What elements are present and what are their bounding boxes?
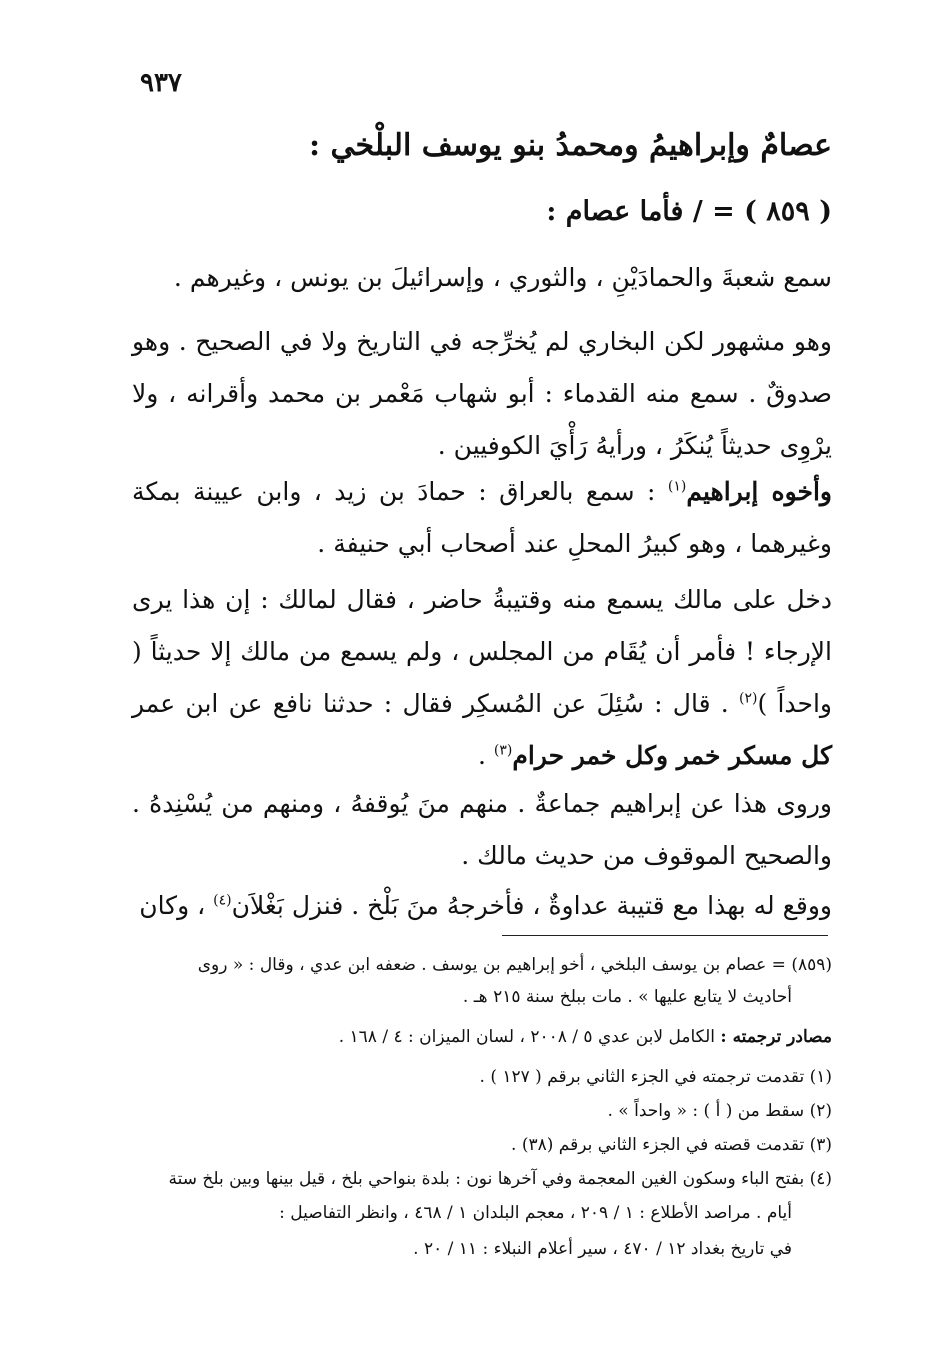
footnote-1: (١) تقدمت ترجمته في الجزء الثاني برقم ( ١٢٧ ) .: [479, 1067, 832, 1087]
page-number: ٩٣٧: [140, 68, 182, 98]
footnote-ref-3: (٣): [493, 742, 513, 759]
footnote-divider: [502, 935, 828, 936]
paragraph-5: وروى هذا عن إبراهيم جماعةٌ . منهم منَ يُوقفهُ ، ومنهم من يُسْنِدهُ . والصحيح الموقوف من حديث مالك .: [132, 789, 832, 870]
section-heading: عصامٌ وإبراهيمُ ومحمدُ بنو يوسف البلْخي :: [308, 128, 832, 163]
paragraph-4-end: .: [477, 741, 494, 770]
footnote-3: (٣) تقدمت قصته في الجزء الثاني برقم (٣٨) .: [511, 1135, 832, 1155]
footnote-859-cont-wrap: [132, 982, 832, 1012]
footnote-4-cont2-wrap: [132, 1234, 832, 1264]
footnote-sources: [132, 1022, 832, 1052]
footnote-859: (٨٥٩) = عصام بن يوسف البلخي ، أخو إبراهيم بن يوسف . ضعفه ابن عدي ، وقال : « روى: [197, 955, 832, 975]
paragraph-3: [132, 466, 832, 570]
footnote-ref-1: (١): [667, 478, 687, 495]
footnote-ref-2: (٢): [738, 690, 758, 707]
footnote-2: (٢) سقط من ( أ ) : « واحداً » .: [607, 1101, 832, 1121]
paragraph-3-text: : سمع بالعراق : حمادَ بن زيد ، وابن عيينة بمكة وغيرهما ، وهو كبيرُ المحلِ عند أصحاب أبي حنيفة .: [132, 477, 832, 558]
footnote-4-cont1-wrap: [132, 1198, 832, 1228]
paragraph-4-text-b: . قال : سُئِلَ عن المُسكِر فقال : حدثنا نافع عن ابن عمر: [132, 689, 739, 718]
footnote-sources-text: الكامل لابن عدي ٥ / ٢٠٠٨ ، لسان الميزان : ٤ / ١٦٨ .: [338, 1027, 721, 1047]
entry-heading: ( ٨٥٩ ) = / فأما عصام :: [546, 196, 832, 227]
paragraph-2: وهو مشهور لكن البخاري لم يُخرِّجه في التاريخ ولا في الصحيح . وهو صدوقٌ . سمع منه القدماء : أبو شهاب مَعْمر بن محمد وأقرانه ، ولا يرْوِى حديثاً يُنكَرُ ، ورأيهُ رَأْيَ الكوفيين .: [132, 327, 832, 460]
paragraph-6: [132, 880, 832, 932]
paragraph-1: سمع شعبةَ والحمادَيْنِ ، والثوري ، وإسرائيلَ بن يونس ، وغيرهم .: [173, 263, 832, 292]
footnote-ref-4: (٤): [213, 892, 232, 909]
footnote-4-cont2: في تاريخ بغداد ١٢ / ٤٧٠ ، سير أعلام النبلاء : ١١ / ٢٠ .: [413, 1239, 792, 1259]
footnote-859-cont: أحاديث لا يتابع عليها » . مات ببلخ سنة ٢١٥ هـ .: [462, 987, 792, 1007]
footnote-4-cont1: أيام . مراصد الأطلاع : ١ / ٢٠٩ ، معجم البلدان ١ / ٤٦٨ ، وانظر التفاصيل :: [279, 1203, 792, 1223]
paragraph-6-text-a: ووقع له بهذا مع قتيبة عداوةٌ ، فأخرجهُ منَ بَلْخ . فنزل بَغْلاَن: [231, 891, 832, 920]
hadith-text: كل مسكر خمر وكل خمر حرام: [512, 741, 832, 770]
paragraph-6-text-b: ، وكان: [139, 891, 214, 920]
ibrahim-name: وأخوه إبراهيم: [686, 477, 833, 506]
footnote-sources-label: مصادر ترجمته :: [720, 1027, 832, 1047]
footnote-4: (٤) بفتح الباء وسكون الغين المعجمة وفي آخرها نون : بلدة بنواحي بلخ ، قيل بينها وبين بلخ ستة: [168, 1169, 832, 1189]
paragraph-4-text-a: دخل على مالك يسمع منه وقتيبةُ حاضر ، فقال لمالك : إن هذا يرى الإرجاء ! فأمر أن يُقَام من المجلس ، ولم يسمع من مالك إلا حديثاً ( واحداً ): [132, 585, 832, 718]
paragraph-4: [132, 574, 832, 782]
